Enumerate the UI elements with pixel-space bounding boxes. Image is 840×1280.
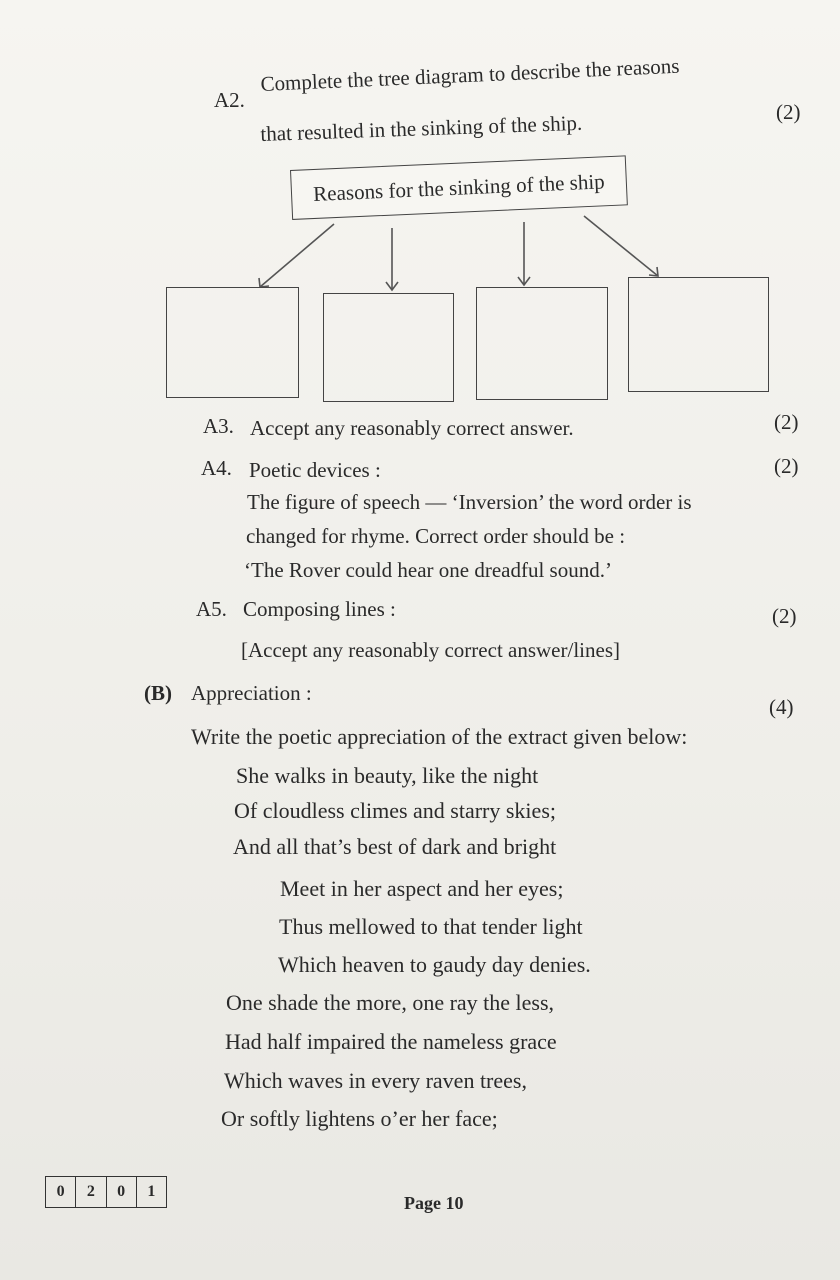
diagram-answer-box-2[interactable] (323, 293, 454, 402)
diagram-root-label: Reasons for the sinking of the ship (312, 168, 606, 206)
arrowhead-1 (259, 278, 269, 287)
a5-marks: (2) (772, 604, 797, 628)
a3-number: A3. (203, 414, 234, 438)
poem-line-7: One shade the more, one ray the less, (226, 990, 555, 1015)
a2-marks: (2) (776, 100, 801, 124)
a5-number: A5. (196, 597, 227, 621)
poem-line-2: Of cloudless climes and starry skies; (234, 798, 556, 823)
poem-line-9: Which waves in every raven trees, (224, 1068, 527, 1093)
a2-question-line2: that resulted in the sinking of the ship. (260, 110, 583, 146)
a4-marks: (2) (774, 454, 799, 478)
diagram-answer-box-3[interactable] (476, 287, 608, 400)
paper-code-digit-4: 1 (147, 1183, 156, 1200)
a3-text: Accept any reasonably correct answer. (250, 416, 574, 440)
paper-code-digit-3: 0 (107, 1177, 137, 1207)
b-marks: (4) (769, 695, 794, 719)
a4-number: A4. (201, 456, 232, 480)
paper-code-digit-2: 2 (76, 1177, 106, 1207)
b-heading: Appreciation : (191, 681, 312, 705)
a4-heading: Poetic devices : (249, 458, 381, 482)
poem-line-5: Thus mellowed to that tender light (279, 914, 583, 939)
page-number: Page 10 (404, 1193, 464, 1213)
paper-code-box (45, 1176, 167, 1208)
poem-line-8: Had half impaired the nameless grace (225, 1029, 557, 1054)
poem-line-6: Which heaven to gaudy day denies. (278, 952, 591, 977)
a2-number: A2. (214, 88, 245, 112)
diagram-answer-box-1[interactable] (166, 287, 299, 398)
a5-note: [Accept any reasonably correct answer/lines] (241, 638, 620, 662)
a5-heading: Composing lines : (243, 597, 396, 621)
b-label: (B) (144, 681, 172, 705)
poem-line-3: And all that’s best of dark and bright (233, 834, 557, 859)
paper-code-digit-1: 0 (46, 1177, 76, 1207)
arrow-to-box-4 (584, 216, 658, 276)
a4-answer-line1: The figure of speech — ‘Inversion’ the word order is (247, 490, 692, 514)
a2-question-line1: Complete the tree diagram to describe the reasons (260, 53, 680, 96)
arrow-to-box-1 (260, 224, 334, 287)
a3-marks: (2) (774, 410, 799, 434)
poem-line-10: Or softly lightens o’er her face; (221, 1106, 498, 1131)
poem-line-4: Meet in her aspect and her eyes; (280, 876, 564, 901)
poem-line-1: She walks in beauty, like the night (236, 763, 539, 788)
a4-answer-line2: changed for rhyme. Correct order should be : (246, 524, 626, 548)
b-instruction: Write the poetic appreciation of the extract given below: (191, 724, 688, 749)
diagram-answer-box-4[interactable] (628, 277, 769, 392)
a4-answer-line3: ‘The Rover could hear one dreadful sound.’ (244, 558, 612, 582)
